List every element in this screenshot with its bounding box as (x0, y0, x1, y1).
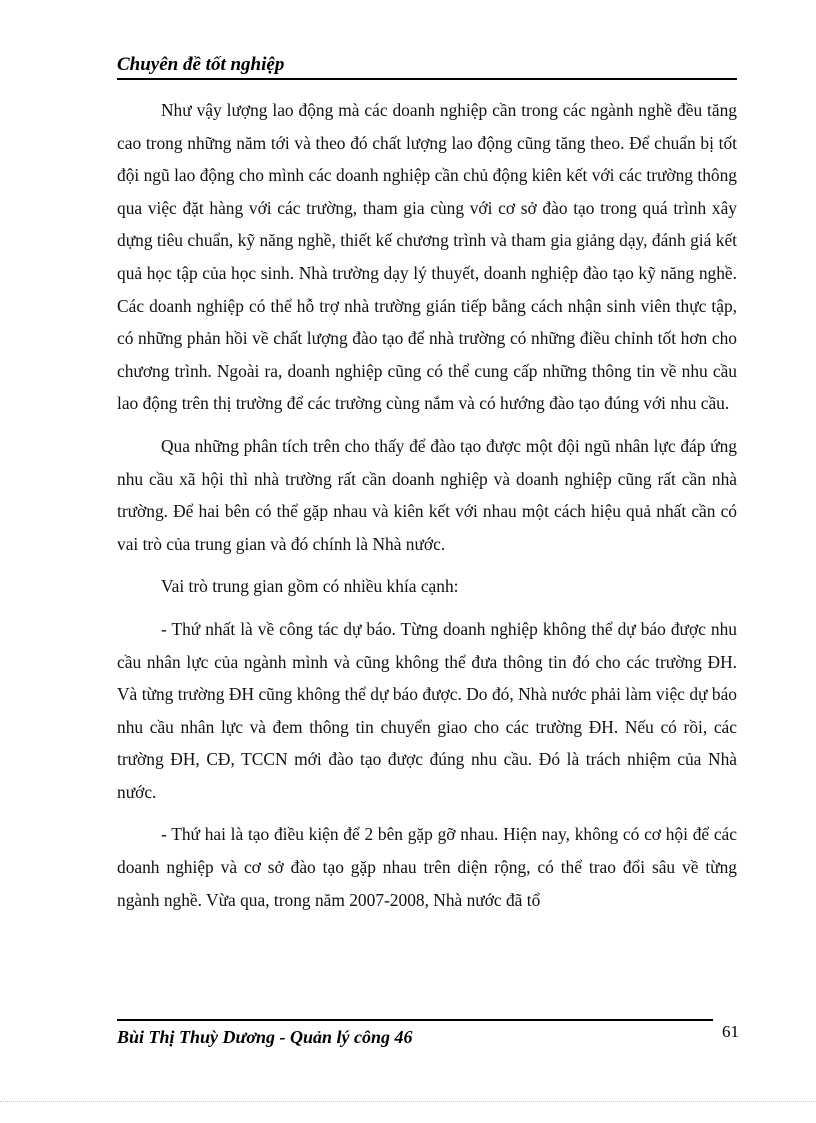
page-number: 61 (722, 1022, 739, 1041)
footer-author: Bùi Thị Thuỳ Dương - Quản lý công 46 (117, 1027, 413, 1047)
page-header (117, 52, 737, 80)
page-bottom-border (0, 1101, 816, 1102)
document-body (117, 94, 737, 926)
paragraph-3: Vai trò trung gian gồm có nhiều khía cạnh: (161, 576, 459, 597)
paragraph-4: - Thứ nhất là về công tác dự báo. Từng doanh nghiệp không thể dự báo được nhu cầu nhân lực của ngành mình và cũng không thể đưa thông tin đó cho các trường ĐH. Và từng trường ĐH cũng không thể dự báo được. Do đó, Nhà nước phải làm việc dự báo nhu cầu nhân lực và đem thông tin chuyển giao cho các trường ĐH. Nếu có rồi, các trường ĐH, CĐ, TCCN mới đào tạo được đúng nhu cầu. Đó là trách nhiệm của Nhà nước. (117, 618, 737, 802)
paragraph-1: Như vậy lượng lao động mà các doanh nghiệp cần trong các ngành nghề đều tăng cao trong những năm tới và theo đó chất lượng lao động cũng tăng theo. Để chuẩn bị tốt đội ngũ lao động cho mình các doanh nghiệp cần chủ động kiên kết với các trường thông qua việc đặt hàng với các trường, tham gia cùng với cơ sở đào tạo trong quá trình xây dựng tiêu chuẩn, kỹ năng nghề, thiết kế chương trình và tham gia giảng dạy, đánh giá kết quả học tập của học sinh. Nhà trường dạy lý thuyết, doanh nghiệp đào tạo kỹ năng nghề. Các doanh nghiệp có thể hỗ trợ nhà trường gián tiếp bằng cách nhận sinh viên thực tập, có những phản hồi về chất lượng đào tạo để nhà trường có những điều chỉnh tốt hơn cho chương trình. Ngoài ra, doanh nghiệp cũng có thể cung cấp những thông tin về nhu cầu lao động trên thị trường để các trường cùng nắm và có hướng đào tạo đúng với nhu cầu. (117, 100, 737, 414)
paragraph-5: - Thứ hai là tạo điều kiện để 2 bên gặp gỡ nhau. Hiện nay, không có cơ hội để các doanh nghiệp và cơ sở đào tạo gặp nhau trên diện rộng, có thể trao đổi sâu về từng ngành nghề. Vừa qua, trong năm 2007-2008, Nhà nước đã tổ (117, 824, 737, 910)
paragraph-2: Qua những phân tích trên cho thấy để đào tạo được một đội ngũ nhân lực đáp ứng nhu cầu xã hội thì nhà trường rất cần doanh nghiệp và doanh nghiệp cũng rất cần nhà trường. Để hai bên có thể gặp nhau và kiên kết với nhau một cách hiệu quả nhất cần có vai trò của trung gian và đó chính là Nhà nước. (117, 435, 737, 554)
header-title: Chuyên đề tốt nghiệp (117, 54, 285, 75)
footer-divider (117, 1019, 713, 1021)
